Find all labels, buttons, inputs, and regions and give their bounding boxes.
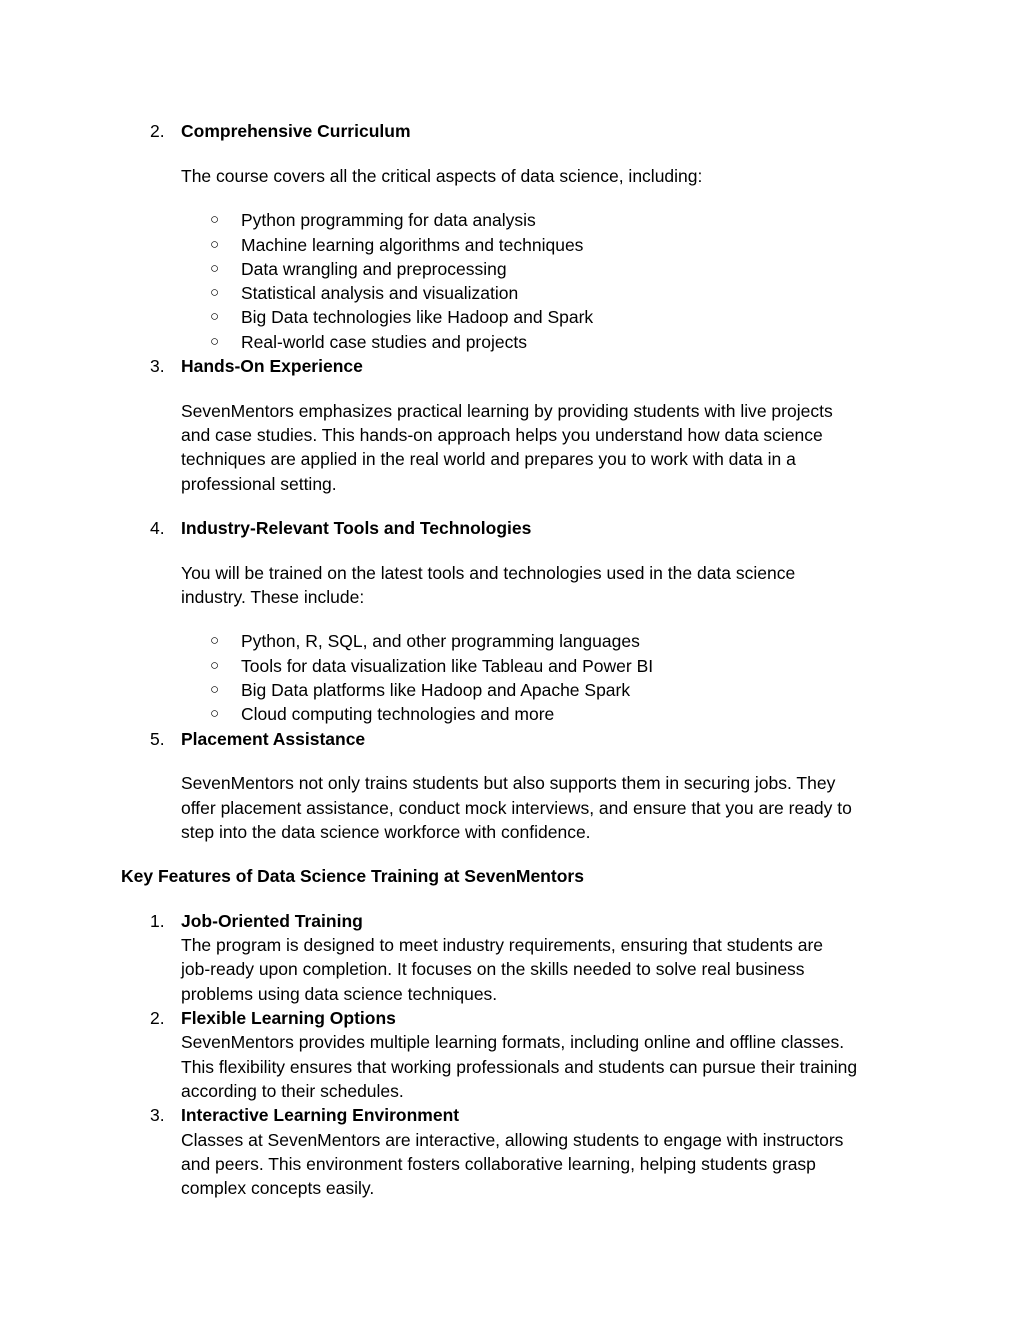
bullet-circle-icon: ○	[210, 236, 220, 253]
bullet-circle-icon: ○	[210, 284, 220, 301]
item-body-line: SevenMentors not only trains students but also supports them in securing jobs. They	[181, 773, 836, 793]
bullet-item	[0, 305, 1024, 329]
bullet-item	[0, 678, 1024, 702]
bullet-text: Big Data platforms like Hadoop and Apache Spark	[241, 680, 631, 700]
item-body-line: This flexibility ensures that working professionals and students can pursue their training	[181, 1057, 858, 1077]
bullet-circle-icon: ○	[210, 705, 220, 722]
item-body-line: according to their schedules.	[181, 1081, 404, 1101]
item-title: Job-Oriented Training	[181, 911, 363, 931]
item-body-line: and case studies. This hands-on approach helps you understand how data science	[181, 425, 823, 445]
bullet-circle-icon: ○	[210, 657, 220, 674]
list-item-interactive-learning	[0, 1103, 1024, 1127]
item-intro: The course covers all the critical aspects of data science, including:	[181, 166, 703, 186]
bullet-item	[0, 654, 1024, 678]
bullet-item	[0, 208, 1024, 232]
bullet-item	[0, 629, 1024, 653]
item-body-line: problems using data science techniques.	[181, 984, 498, 1004]
bullet-text: Big Data technologies like Hadoop and Spark	[241, 307, 594, 327]
item-body-line: techniques are applied in the real world and prepares you to work with data in a	[181, 449, 796, 469]
list-number: 2.	[150, 1008, 165, 1028]
section-heading: Key Features of Data Science Training at SevenMentors	[121, 866, 584, 886]
bullet-circle-icon: ○	[210, 308, 220, 325]
bullet-item	[0, 233, 1024, 257]
item-body-line: industry. These include:	[181, 587, 365, 607]
item-title: Flexible Learning Options	[181, 1008, 396, 1028]
item-body-line: SevenMentors provides multiple learning formats, including online and offline classes.	[181, 1032, 845, 1052]
list-item-hands-on-experience	[0, 354, 1024, 378]
list-number: 2.	[150, 121, 165, 141]
bullet-text: Data wrangling and preprocessing	[241, 259, 507, 279]
list-item-flexible-learning	[0, 1006, 1024, 1030]
bullet-item	[0, 702, 1024, 726]
bullet-item	[0, 257, 1024, 281]
bullet-circle-icon: ○	[210, 211, 220, 228]
list-item-placement-assistance	[0, 727, 1024, 751]
bullet-circle-icon: ○	[210, 632, 220, 649]
item-body-line: and peers. This environment fosters collaborative learning, helping students grasp	[181, 1154, 816, 1174]
list-item-industry-tools	[0, 516, 1024, 540]
item-title: Hands-On Experience	[181, 356, 363, 376]
item-title: Placement Assistance	[181, 729, 366, 749]
list-item-job-oriented-training	[0, 909, 1024, 933]
list-number: 3.	[150, 1105, 165, 1125]
item-title: Industry-Relevant Tools and Technologies	[181, 518, 532, 538]
bullet-text: Python, R, SQL, and other programming languages	[241, 631, 640, 651]
bullet-circle-icon: ○	[210, 681, 220, 698]
list-number: 3.	[150, 356, 165, 376]
bullet-circle-icon: ○	[210, 260, 220, 277]
bullet-circle-icon: ○	[210, 333, 220, 350]
item-body-line: professional setting.	[181, 474, 337, 494]
item-title: Comprehensive Curriculum	[181, 121, 411, 141]
item-body-line: SevenMentors emphasizes practical learning by providing students with live projects	[181, 401, 833, 421]
bullet-text: Python programming for data analysis	[241, 210, 536, 230]
item-title: Interactive Learning Environment	[181, 1105, 460, 1125]
bullet-item	[0, 281, 1024, 305]
item-body-line: You will be trained on the latest tools and technologies used in the data science	[181, 563, 796, 583]
item-body-line: job-ready upon completion. It focuses on the skills needed to solve real business	[181, 959, 805, 979]
list-number: 5.	[150, 729, 165, 749]
list-number: 4.	[150, 518, 165, 538]
bullet-text: Statistical analysis and visualization	[241, 283, 519, 303]
item-body-line: offer placement assistance, conduct mock interviews, and ensure that you are ready to	[181, 798, 852, 818]
item-body-line: The program is designed to meet industry requirements, ensuring that students are	[181, 935, 824, 955]
item-body-line: Classes at SevenMentors are interactive, allowing students to engage with instructors	[181, 1130, 844, 1150]
item-body-line: step into the data science workforce with confidence.	[181, 822, 591, 842]
bullet-item	[0, 330, 1024, 354]
item-body-line: complex concepts easily.	[181, 1178, 375, 1198]
bullet-text: Cloud computing technologies and more	[241, 704, 555, 724]
bullet-text: Tools for data visualization like Tableau and Power BI	[241, 656, 654, 676]
list-number: 1.	[150, 911, 165, 931]
bullet-text: Machine learning algorithms and techniques	[241, 235, 584, 255]
bullet-text: Real-world case studies and projects	[241, 332, 527, 352]
